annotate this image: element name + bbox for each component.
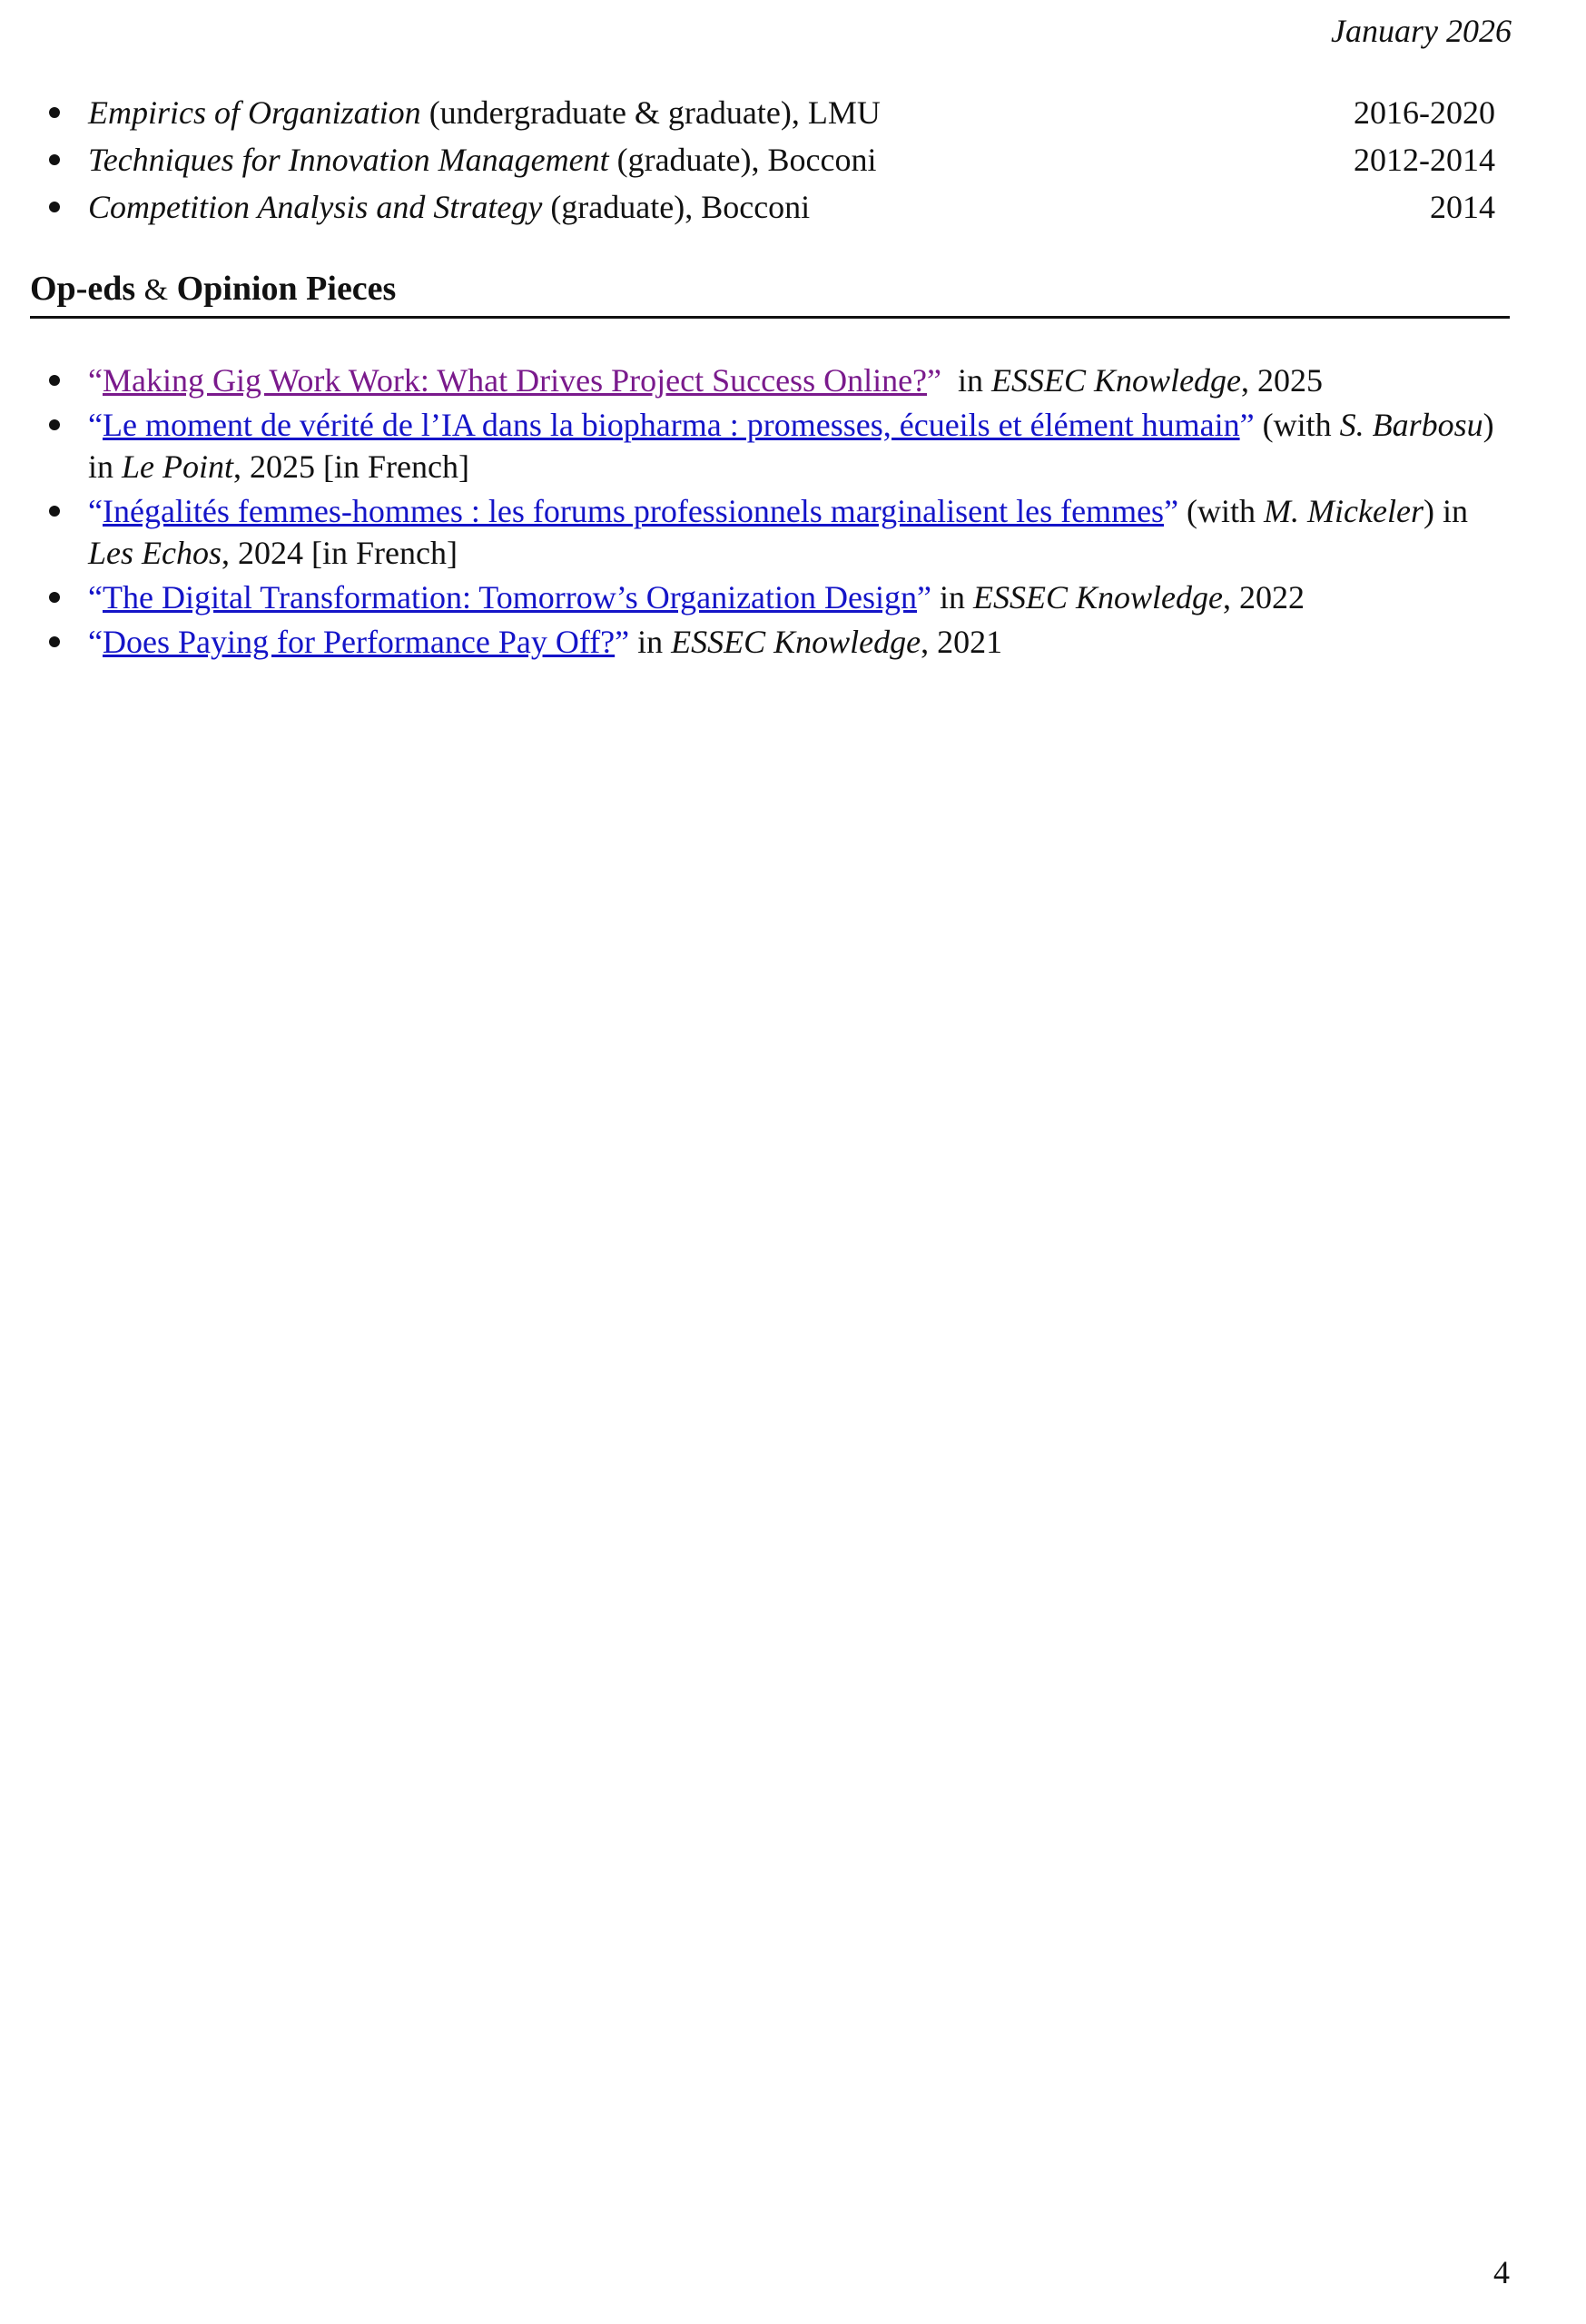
oped-in: in	[931, 579, 974, 615]
section-title-part1: Op-eds	[30, 270, 144, 308]
oped-link[interactable]: Does Paying for Performance Pay Off?	[102, 624, 616, 660]
oped-outlet: Le Point	[122, 448, 234, 485]
close-quote: ”	[917, 579, 932, 615]
course-details: (graduate), Bocconi	[542, 189, 811, 225]
page-number: 4	[1493, 2254, 1510, 2290]
oped-in: in	[629, 624, 672, 660]
oped-outlet: ESSEC Knowledge	[973, 579, 1224, 615]
oped-outlet: Les Echos	[88, 535, 222, 571]
bullet-icon	[49, 107, 60, 118]
opeds-list	[42, 359, 1494, 665]
bullet-icon	[49, 419, 60, 430]
teaching-item	[42, 136, 1508, 183]
oped-coauthor: M. Mickeler	[1264, 493, 1423, 529]
bullet-icon	[49, 636, 60, 647]
oped-year: , 2024 [in French]	[222, 535, 458, 571]
section-title-amp: &	[143, 273, 169, 307]
oped-link[interactable]: Making Gig Work Work: What Drives Project Success Online?	[102, 362, 928, 399]
oped-in: in	[941, 362, 992, 399]
section-title-part2: Opinion Pieces	[168, 270, 397, 308]
oped-item	[42, 621, 1494, 663]
teaching-list	[42, 89, 1508, 231]
course-details: (undergraduate & graduate), LMU	[420, 94, 881, 131]
open-quote: “	[88, 407, 103, 443]
oped-year: , 2021	[921, 624, 1003, 660]
close-quote: ”	[1164, 493, 1179, 529]
bullet-icon	[49, 592, 60, 603]
open-quote: “	[88, 579, 103, 615]
course-years: 2016-2020	[1354, 94, 1495, 131]
section-heading-opeds	[30, 263, 1510, 319]
oped-item	[42, 576, 1494, 618]
course-title: Competition Analysis and Strategy	[88, 189, 543, 225]
oped-link[interactable]: The Digital Transformation: Tomorrow’s Organization Design	[102, 579, 918, 615]
page-date: January 2026	[1331, 13, 1512, 49]
open-quote: “	[88, 362, 103, 399]
teaching-entry	[88, 136, 876, 183]
oped-outlet: ESSEC Knowledge	[991, 362, 1242, 399]
course-details: (graduate), Bocconi	[608, 142, 877, 178]
course-years: 2012-2014	[1354, 142, 1495, 178]
oped-in: ) in	[1423, 493, 1468, 529]
oped-year: , 2025	[1241, 362, 1324, 399]
teaching-item	[42, 89, 1508, 136]
course-years: 2014	[1430, 189, 1495, 225]
oped-with: (with	[1254, 407, 1340, 443]
close-quote: ”	[615, 624, 630, 660]
bullet-icon	[49, 202, 60, 212]
oped-with: (with	[1178, 493, 1265, 529]
teaching-item	[42, 183, 1508, 231]
bullet-icon	[49, 154, 60, 165]
oped-year: , 2025 [in French]	[233, 448, 469, 485]
oped-outlet: ESSEC Knowledge	[671, 624, 921, 660]
teaching-entry	[88, 89, 881, 136]
oped-item	[42, 359, 1494, 401]
close-quote: ”	[927, 362, 942, 399]
teaching-entry	[88, 183, 810, 231]
bullet-icon	[49, 506, 60, 517]
close-quote: ”	[1239, 407, 1255, 443]
bullet-icon	[49, 375, 60, 386]
oped-link[interactable]: Inégalités femmes-hommes : les forums professionnels marginalisent les femmes	[102, 493, 1165, 529]
oped-link[interactable]: Le moment de vérité de l’IA dans la biopharma : promesses, écueils et élément humain	[102, 407, 1240, 443]
open-quote: “	[88, 624, 103, 660]
oped-in: ) in	[88, 407, 1494, 485]
oped-year: , 2022	[1223, 579, 1305, 615]
course-title: Techniques for Innovation Management	[88, 142, 609, 178]
oped-item	[42, 404, 1494, 487]
oped-item	[42, 490, 1494, 574]
course-title: Empirics of Organization	[88, 94, 421, 131]
oped-coauthor: S. Barbosu	[1339, 407, 1483, 443]
open-quote: “	[88, 493, 103, 529]
